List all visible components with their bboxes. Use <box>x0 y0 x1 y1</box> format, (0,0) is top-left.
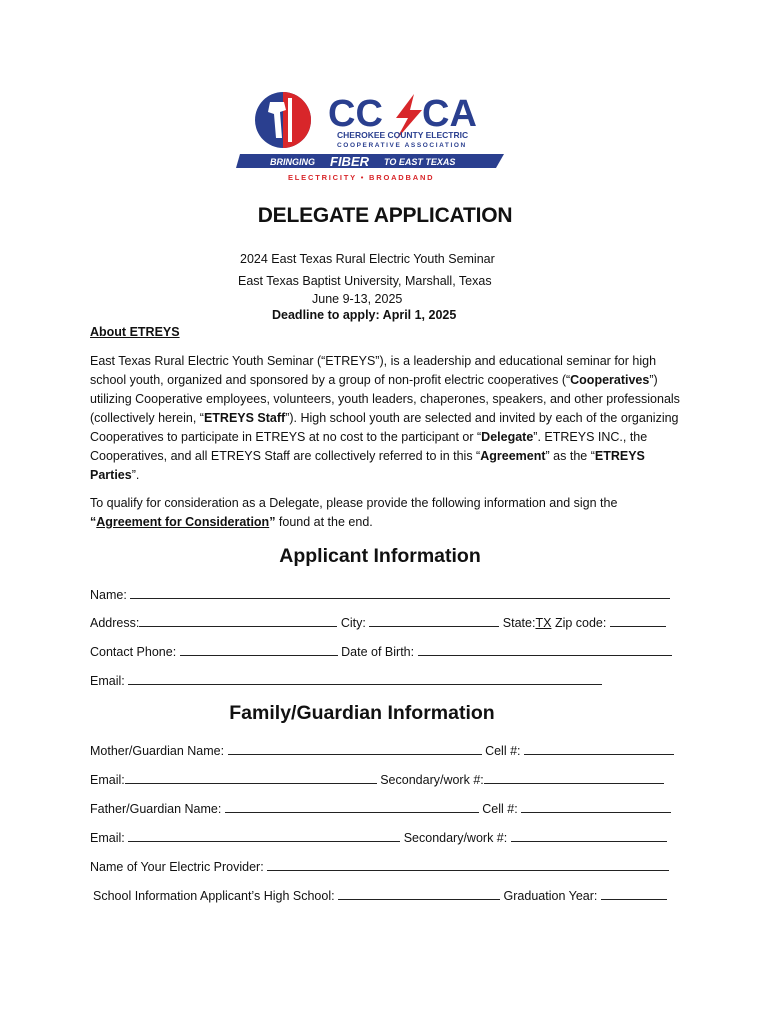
quote-open: “ <box>90 515 97 529</box>
term-etreys-staff: ETREYS Staff <box>203 411 286 425</box>
seminar-dates: June 9-13, 2025 <box>312 292 403 306</box>
mother-row <box>90 742 674 758</box>
logo-line2: COOPERATIVE ASSOCIATION <box>337 142 467 149</box>
banner-pre: BRINGING <box>270 157 315 167</box>
phone-row <box>90 643 672 659</box>
emblem-pole <box>288 98 292 142</box>
father-email-field[interactable] <box>128 829 400 842</box>
father-cell-label: Cell #: <box>482 802 518 816</box>
phone-field[interactable] <box>180 643 338 656</box>
term-cooperatives: Cooperatives <box>570 373 650 387</box>
provider-row <box>90 858 669 874</box>
email-row <box>90 672 602 688</box>
applicant-heading: Applicant Information <box>279 545 481 567</box>
email-field[interactable] <box>128 672 602 685</box>
banner-fiber: FIBER <box>330 154 369 169</box>
state-value[interactable]: TX <box>535 616 552 630</box>
qualify-paragraph <box>90 494 680 532</box>
address-field[interactable] <box>139 614 337 627</box>
term-agreement: Agreement <box>480 449 546 463</box>
father-row <box>90 800 671 816</box>
provider-label: Name of Your Electric Provider: <box>90 860 264 874</box>
city-label: City: <box>340 616 366 630</box>
mother-cell-field[interactable] <box>524 742 674 755</box>
qualify-text: found at the end. <box>275 515 373 529</box>
name-field[interactable] <box>130 586 670 599</box>
page-title: DELEGATE APPLICATION <box>257 204 513 227</box>
address-row <box>90 614 666 630</box>
about-paragraph <box>90 352 680 485</box>
mother-label: Mother/Guardian Name: <box>90 744 225 758</box>
school-label: School Information Applicant’s High School: <box>93 889 335 903</box>
family-heading: Family/Guardian Information <box>229 702 495 724</box>
father-cell-field[interactable] <box>521 800 671 813</box>
zip-field[interactable] <box>610 614 666 627</box>
father-field[interactable] <box>225 800 479 813</box>
email2-row <box>90 829 667 845</box>
mother-email-label: Email: <box>90 773 125 787</box>
about-heading: About ETREYS <box>90 325 180 339</box>
graduation-field[interactable] <box>601 887 667 900</box>
logo-tagline: ELECTRICITY • BROADBAND <box>288 173 435 182</box>
school-row <box>93 887 667 903</box>
school-field[interactable] <box>338 887 500 900</box>
seminar-name: 2024 East Texas Rural Electric Youth Seminar <box>240 252 495 266</box>
about-text: ”. ETREYS INC., the Cooperatives, and all ETREYS Staff are collectively referred to in this “ <box>90 430 648 463</box>
state-label: State: <box>502 616 536 630</box>
provider-field[interactable] <box>267 858 669 871</box>
father-email-label: Email: <box>90 831 125 845</box>
dob-field[interactable] <box>418 643 672 656</box>
term-delegate: Delegate <box>481 430 534 444</box>
phone-label: Contact Phone: <box>90 645 177 659</box>
about-text: ”) utilizing Cooperative employees, volunteers, youth leaders, chaperones, speakers, and other professionals (collectively herein, “ <box>90 373 680 425</box>
name-label: Name: <box>90 588 127 602</box>
cceca-logo <box>236 88 506 184</box>
mother-cell-label: Cell #: <box>485 744 521 758</box>
mother-secondary-label: Secondary/work #: <box>380 773 484 787</box>
city-field[interactable] <box>369 614 499 627</box>
dob-label: Date of Birth: <box>341 645 415 659</box>
graduation-label: Graduation Year: <box>503 889 598 903</box>
logo-line1: CHEROKEE COUNTY ELECTRIC <box>337 130 469 140</box>
about-text: ” as the “ <box>545 449 595 463</box>
quote-close: ” <box>269 515 276 529</box>
mother-email-field[interactable] <box>125 771 377 784</box>
mother-field[interactable] <box>228 742 482 755</box>
name-row <box>90 586 670 602</box>
about-text: ”). High school youth are selected and invited by each of the organizing Cooperatives to participate in ETREYS at no cost to the participant or “ <box>90 411 679 444</box>
brand-cc: CC <box>328 93 383 135</box>
agreement-for-consideration: Agreement for Consideration <box>96 515 270 529</box>
emblem-circle-red <box>283 92 311 148</box>
brand-ca: CA <box>422 93 477 135</box>
banner-post: TO EAST TEXAS <box>384 157 456 167</box>
about-text: East Texas Rural Electric Youth Seminar (“ETREYS”), is a leadership and educational seminar for high school youth, organized and sponsored by a group of non-profit electric cooperatives (“ <box>90 354 657 387</box>
father-secondary-label: Secondary/work #: <box>403 831 508 845</box>
qualify-text: To qualify for consideration as a Delegate, please provide the following information and sign the <box>90 496 618 510</box>
email-label: Email: <box>90 674 125 688</box>
seminar-location: East Texas Baptist University, Marshall, Texas <box>238 274 492 288</box>
father-secondary-field[interactable] <box>511 829 667 842</box>
application-deadline: Deadline to apply: April 1, 2025 <box>272 308 457 322</box>
mother-secondary-field[interactable] <box>484 771 664 784</box>
address-label: Address: <box>90 616 140 630</box>
email1-row <box>90 771 664 787</box>
zip-label: Zip code: <box>554 616 607 630</box>
about-text: ”. <box>131 468 140 482</box>
term-etreys-parties: ETREYS Parties <box>90 449 645 482</box>
father-label: Father/Guardian Name: <box>90 802 222 816</box>
